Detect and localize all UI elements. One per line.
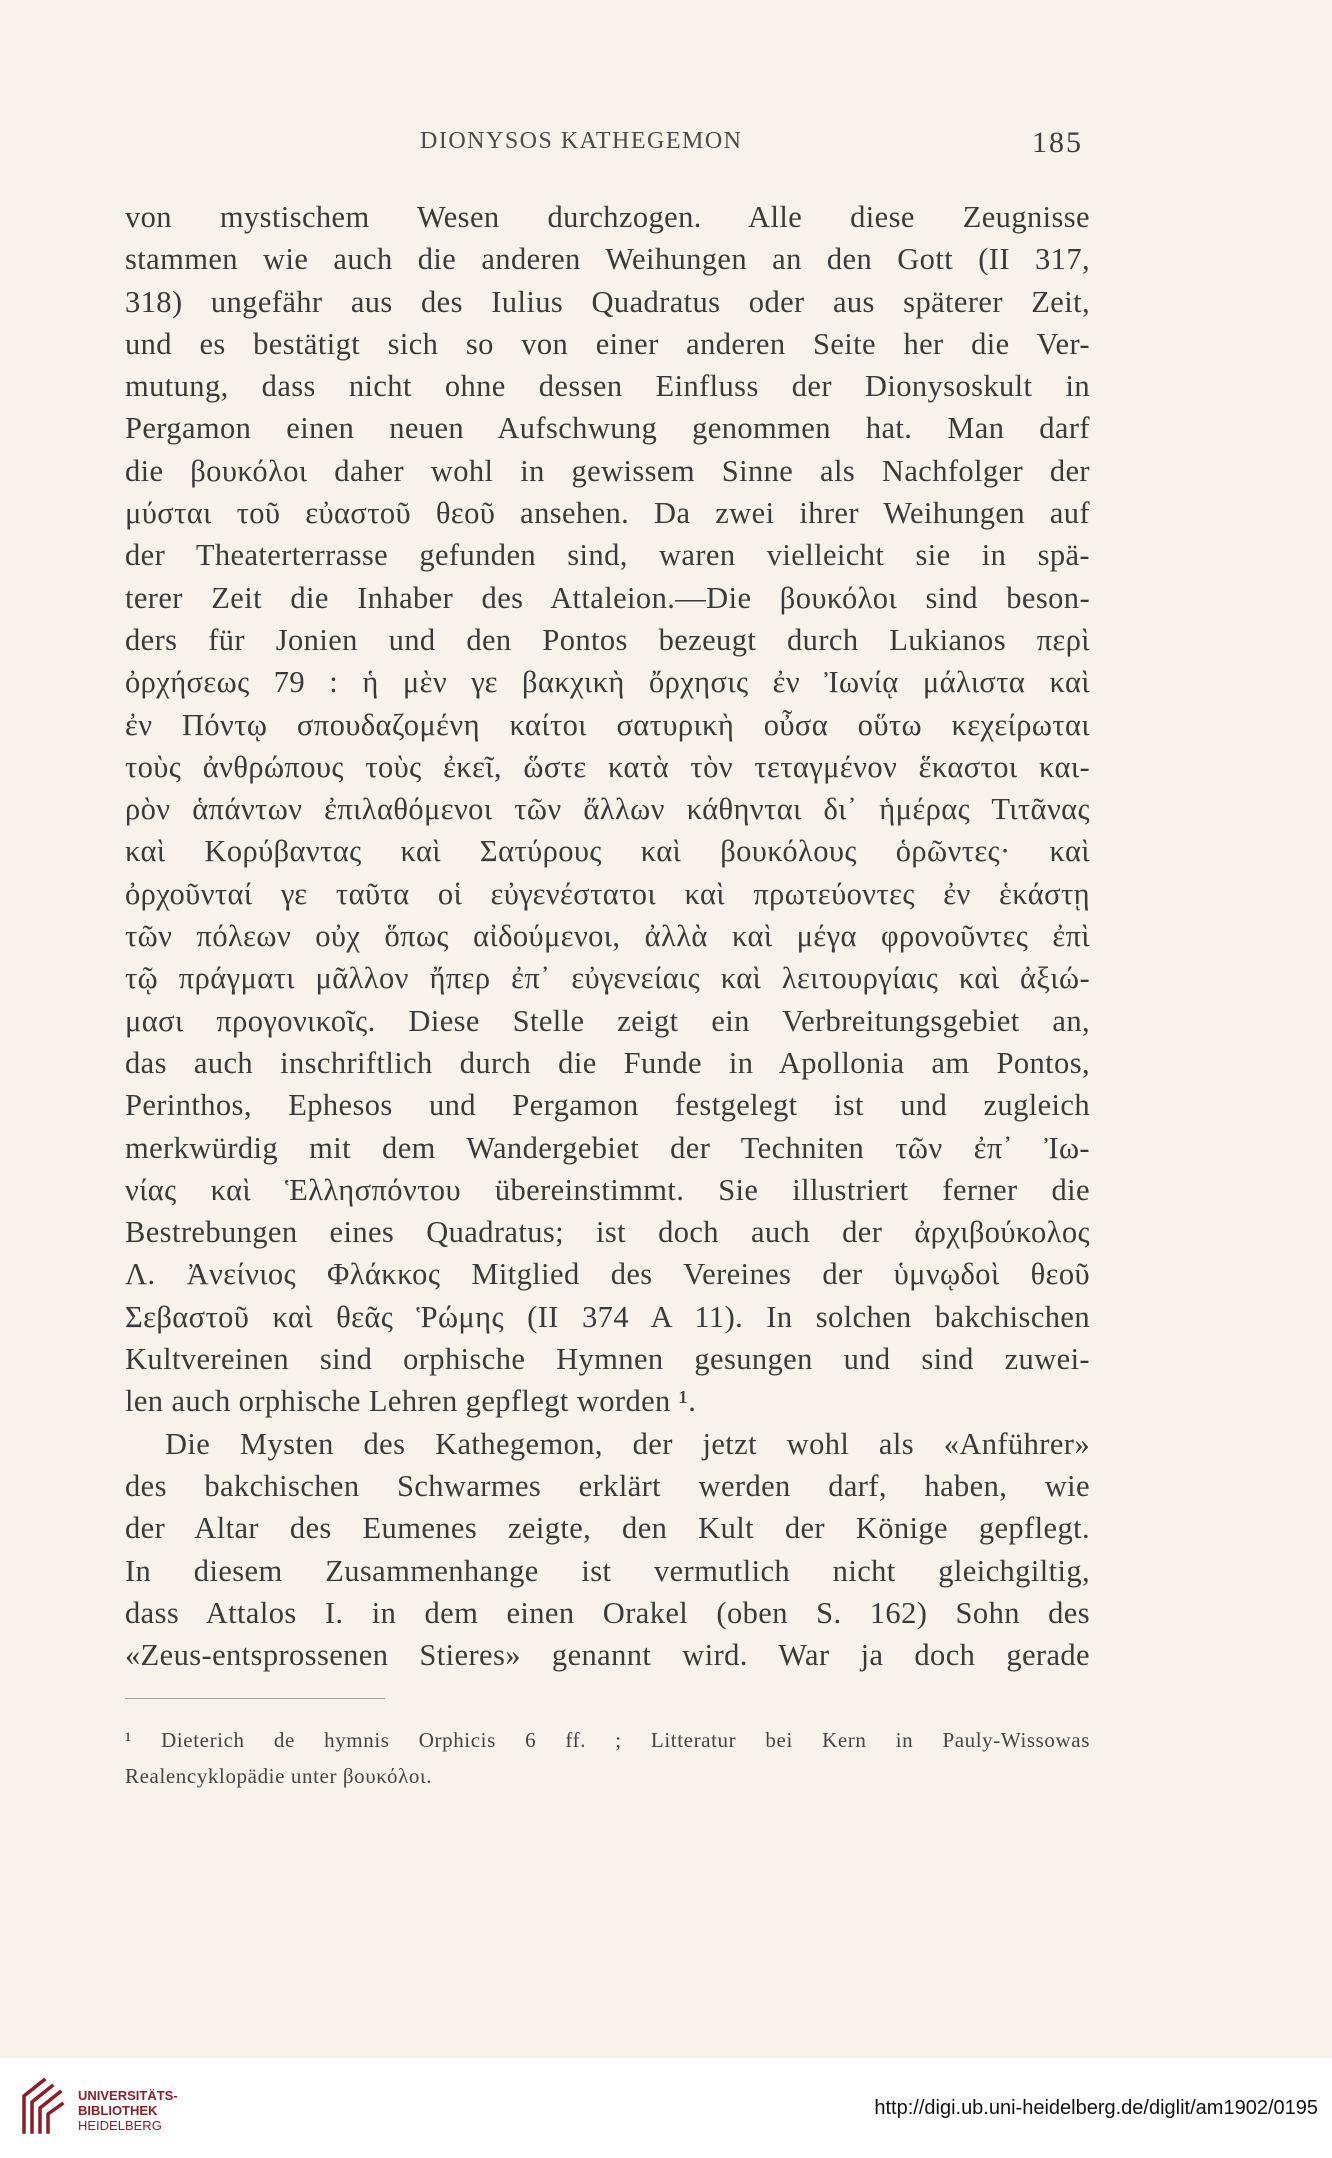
text-line: die βουκόλοι daher wohl in gewissem Sinne als Nachfolger der (125, 453, 1090, 488)
text-line: merkwürdig mit dem Wandergebiet der Techniten τῶν ἐπ᾽ Ἰω- (125, 1130, 1090, 1165)
text-line: Σεβαστοῦ καὶ θεᾶς Ῥώμης (II 374 A 11). In solchen bakchischen (125, 1299, 1090, 1334)
text-line: ὀρχοῦνταί γε ταῦτα οἱ εὐγενέστατοι καὶ πρωτεύοντες ἐν ἑκάστῃ (125, 876, 1090, 911)
text-line: Perinthos, Ephesos und Pergamon festgelegt ist und zugleich (125, 1088, 1090, 1123)
text-line: μασι προγονικοῖς. Diese Stelle zeigt ein Verbreitungsgebiet an, (125, 1003, 1090, 1038)
logo-line: HEIDELBERG (78, 2118, 162, 2133)
text-line: von mystischem Wesen durchzogen. Alle diese Zeugnisse (125, 200, 1090, 234)
text-line: Bestrebungen eines Quadratus; ist doch auch der ἀρχιβούκολος (125, 1215, 1090, 1250)
text-line: 318) ungefähr aus des Iulius Quadratus oder aus späterer Zeit, (125, 284, 1090, 319)
body-text (125, 196, 1090, 1676)
text-line: καὶ Κορύβαντας καὶ Σατύρους καὶ βουκόλους ὁρῶντες· καὶ (125, 834, 1090, 869)
logo-line: UNIVERSITÄTS- (78, 2088, 178, 2103)
running-head (0, 126, 1332, 166)
library-logo-icon (14, 2074, 68, 2138)
text-line: νίας καὶ Ἑλλησπόντου übereinstimmt. Sie illustriert ferner die (125, 1172, 1090, 1207)
text-line: Die Mysten des Kathegemon, der jetzt wohl als «Anführer» (165, 1426, 1090, 1461)
text-line: mutung, dass nicht ohne dessen Einfluss der Dionysoskult in (125, 369, 1090, 404)
text-line: μύσται τοῦ εὐαστοῦ θεοῦ ansehen. Da zwei ihrer Weihungen auf (125, 496, 1090, 531)
text-line: «Zeus-entsprossenen Stieres» genannt wird. War ja doch gerade (125, 1638, 1090, 1673)
running-title: DIONYSOS KATHEGEMON (420, 128, 743, 154)
text-line: das auch inschriftlich durch die Funde in Apollonia am Pontos, (125, 1045, 1090, 1080)
source-url-link[interactable]: http://digi.ub.uni-heidelberg.de/diglit/am1902/0195 (874, 2097, 1318, 2119)
footnote-line: ¹ Dieterich de hymnis Orphicis 6 ff. ; Litteratur bei Kern in Pauly-Wissowas (125, 1728, 1090, 1752)
text-line: ders für Jonien und den Pontos bezeugt durch Lukianos περὶ (125, 622, 1090, 657)
text-line: τοὺς ἀνθρώπους τοὺς ἐκεῖ, ὥστε κατὰ τὸν τεταγμένον ἕκαστοι και- (125, 749, 1090, 784)
footnotes (125, 1722, 1090, 1794)
text-line: ἐν Πόντῳ σπουδαζομένη καίτοι σατυρικὴ οὖσα οὕτω κεχείρωται (125, 707, 1090, 742)
text-line: stammen wie auch die anderen Weihungen an den Gott (II 317, (125, 242, 1090, 277)
text-line: len auch orphische Lehren gepflegt worden ¹. (125, 1384, 697, 1419)
text-line: ὀρχήσεως 79 : ἡ μὲν γε βακχικὴ ὄρχησις ἐν Ἰωνίᾳ μάλιστα καὶ (125, 665, 1090, 700)
text-line: dass Attalos I. in dem einen Orakel (oben S. 162) Sohn des (125, 1595, 1090, 1630)
text-line: ρὸν ἁπάντων ἐπιλαθόμενοι τῶν ἄλλων κάθηνται δι᾽ ἡμέρας Τιτᾶνας (125, 792, 1090, 827)
footnote-divider (125, 1698, 385, 1699)
text-line: des bakchischen Schwarmes erklärt werden darf, haben, wie (125, 1468, 1090, 1503)
text-line: der Altar des Eumenes zeigte, den Kult der Könige gepflegt. (125, 1511, 1090, 1546)
logo-line: BIBLIOTHEK (78, 2103, 158, 2118)
text-line: Pergamon einen neuen Aufschwung genommen hat. Man darf (125, 411, 1090, 446)
text-line: terer Zeit die Inhaber des Attaleion.—Die βουκόλοι sind beson- (125, 580, 1090, 615)
text-line: Kultvereinen sind orphische Hymnen gesungen und sind zuwei- (125, 1342, 1090, 1377)
footnote-line: Realencyklopädie unter βουκόλοι. (125, 1764, 433, 1788)
text-line: τῷ πράγματι μᾶλλον ἤπερ ἐπ᾽ εὐγενείαις καὶ λειτουργίαις καὶ ἀξιώ- (125, 961, 1090, 996)
text-line: der Theaterterrasse gefunden sind, waren vielleicht sie in spä- (125, 538, 1090, 573)
library-logo-text (78, 2088, 178, 2133)
text-line: In diesem Zusammenhange ist vermutlich nicht gleichgiltig, (125, 1553, 1090, 1588)
text-line: und es bestätigt sich so von einer anderen Seite her die Ver- (125, 326, 1090, 361)
text-line: Λ. Ἀνείνιος Φλάκκος Mitglied des Vereines der ὑμνῳδοὶ θεοῦ (125, 1257, 1090, 1292)
text-line: τῶν πόλεων οὐχ ὅπως αἰδούμενοι, ἀλλὰ καὶ μέγα φρονοῦντες ἐπὶ (125, 919, 1090, 954)
page-number: 185 (1032, 126, 1083, 159)
